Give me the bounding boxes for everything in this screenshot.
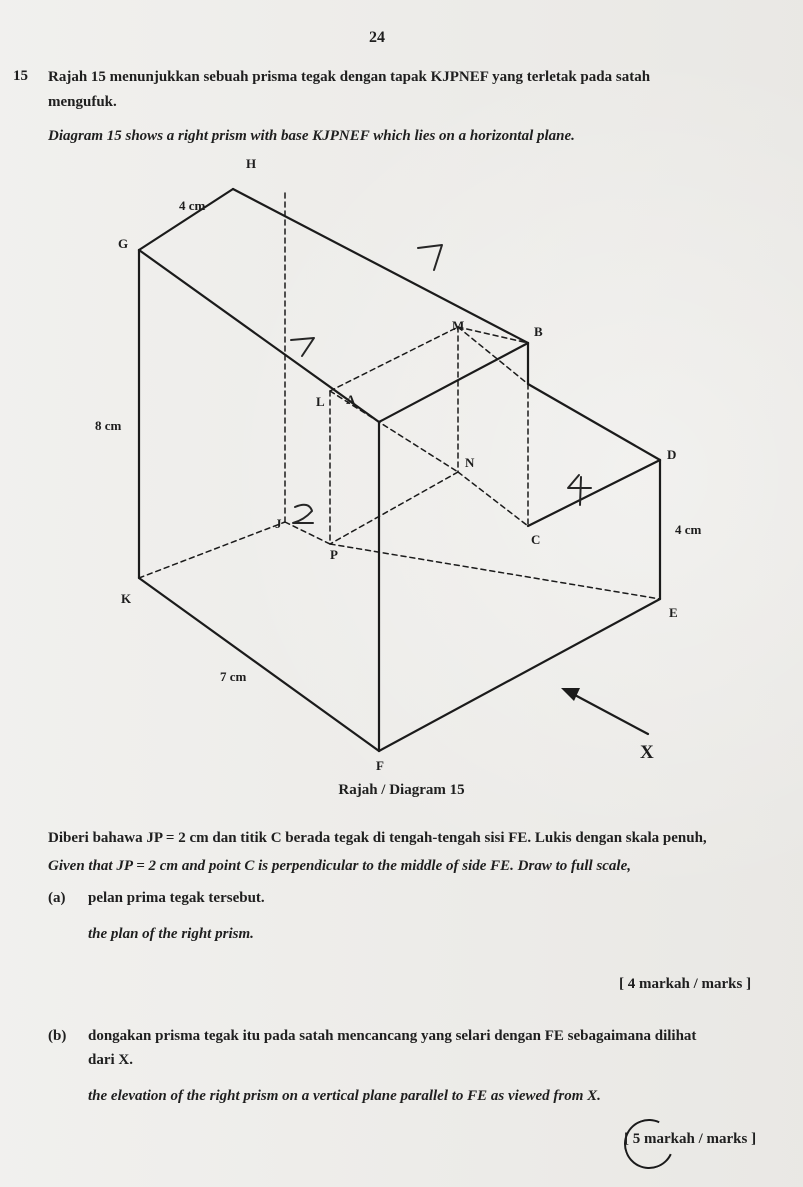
malay-intro-line-2: mengufuk. [48, 94, 117, 110]
hidden-edge-l-m [330, 327, 458, 391]
point-label-g: G [118, 236, 129, 251]
page-number: 24 [369, 29, 385, 46]
malay-intro-line-1: Rajah 15 menunjukkan sebuah prisma tegak dengan tapak KJPNEF yang terletak pada satah [48, 69, 651, 85]
point-label-n: N [465, 455, 475, 470]
diagram-caption: Rajah / Diagram 15 [338, 782, 465, 798]
view-direction-label-x: X [640, 742, 654, 763]
point-label-m: M [452, 318, 465, 333]
point-label-l: L [316, 394, 325, 409]
point-label-p: P [330, 547, 338, 562]
part-b-label: (b) [48, 1028, 67, 1044]
edge-hb [233, 189, 528, 343]
hidden-edge-j-p [285, 522, 330, 544]
point-label-j: J [275, 516, 282, 531]
question-number: 15 [13, 68, 28, 84]
edge-c-d [528, 460, 660, 526]
edge-b-d [528, 384, 660, 460]
part-a-label: (a) [48, 890, 66, 906]
dimension-left-height: 8 cm [95, 418, 122, 433]
point-label-k: K [121, 591, 132, 606]
edge-fe [379, 599, 660, 751]
point-label-f: F [376, 758, 384, 773]
point-label-c: C [531, 532, 541, 547]
point-label-a: A [346, 392, 356, 407]
point-label-h: H [246, 156, 257, 171]
part-b-marks: [ 5 markah / marks ] [624, 1131, 757, 1147]
part-a-english: the plan of the right prism. [88, 926, 254, 942]
handwritten-mark-top [418, 245, 442, 270]
point-label-b: B [534, 324, 543, 339]
given-english: Given that JP = 2 cm and point C is perpendicular to the middle of side FE. Draw to full scale, [48, 858, 632, 874]
part-b-malay-line-1: dongakan prisma tegak itu pada satah mencancang yang selari dengan FE sebagaimana dilihat [88, 1028, 697, 1044]
handwritten-mark-left [293, 505, 313, 523]
view-arrow-shaft [573, 694, 648, 734]
edge-ab [379, 343, 528, 422]
part-a-marks: [ 4 markah / marks ] [619, 976, 752, 992]
view-arrow-head [561, 688, 580, 701]
edge-ga [139, 250, 379, 422]
dimension-base-left: 7 cm [220, 669, 247, 684]
given-malay: Diberi bahawa JP = 2 cm dan titik C berada tegak di tengah-tengah sisi FE. Lukis dengan skala penuh, [48, 830, 707, 846]
handwritten-mark-middle [291, 338, 314, 356]
hidden-edge-n-c [458, 472, 528, 526]
part-b-malay-line-2: dari X. [88, 1052, 133, 1068]
hidden-edge-k-j [139, 522, 285, 578]
part-a-malay: pelan prima tegak tersebut. [88, 890, 265, 906]
point-label-e: E [669, 605, 678, 620]
english-intro: Diagram 15 shows a right prism with base KJPNEF which lies on a horizontal plane. [48, 128, 575, 144]
dimension-top-left: 4 cm [179, 198, 206, 213]
hidden-edge-n-p [330, 472, 458, 544]
edge-kf [139, 578, 379, 751]
handwritten-mark-right [568, 475, 591, 505]
point-label-d: D [667, 447, 677, 462]
dimension-right-side: 4 cm [675, 522, 702, 537]
part-b-english: the elevation of the right prism on a vertical plane parallel to FE as viewed from X. [88, 1088, 601, 1104]
